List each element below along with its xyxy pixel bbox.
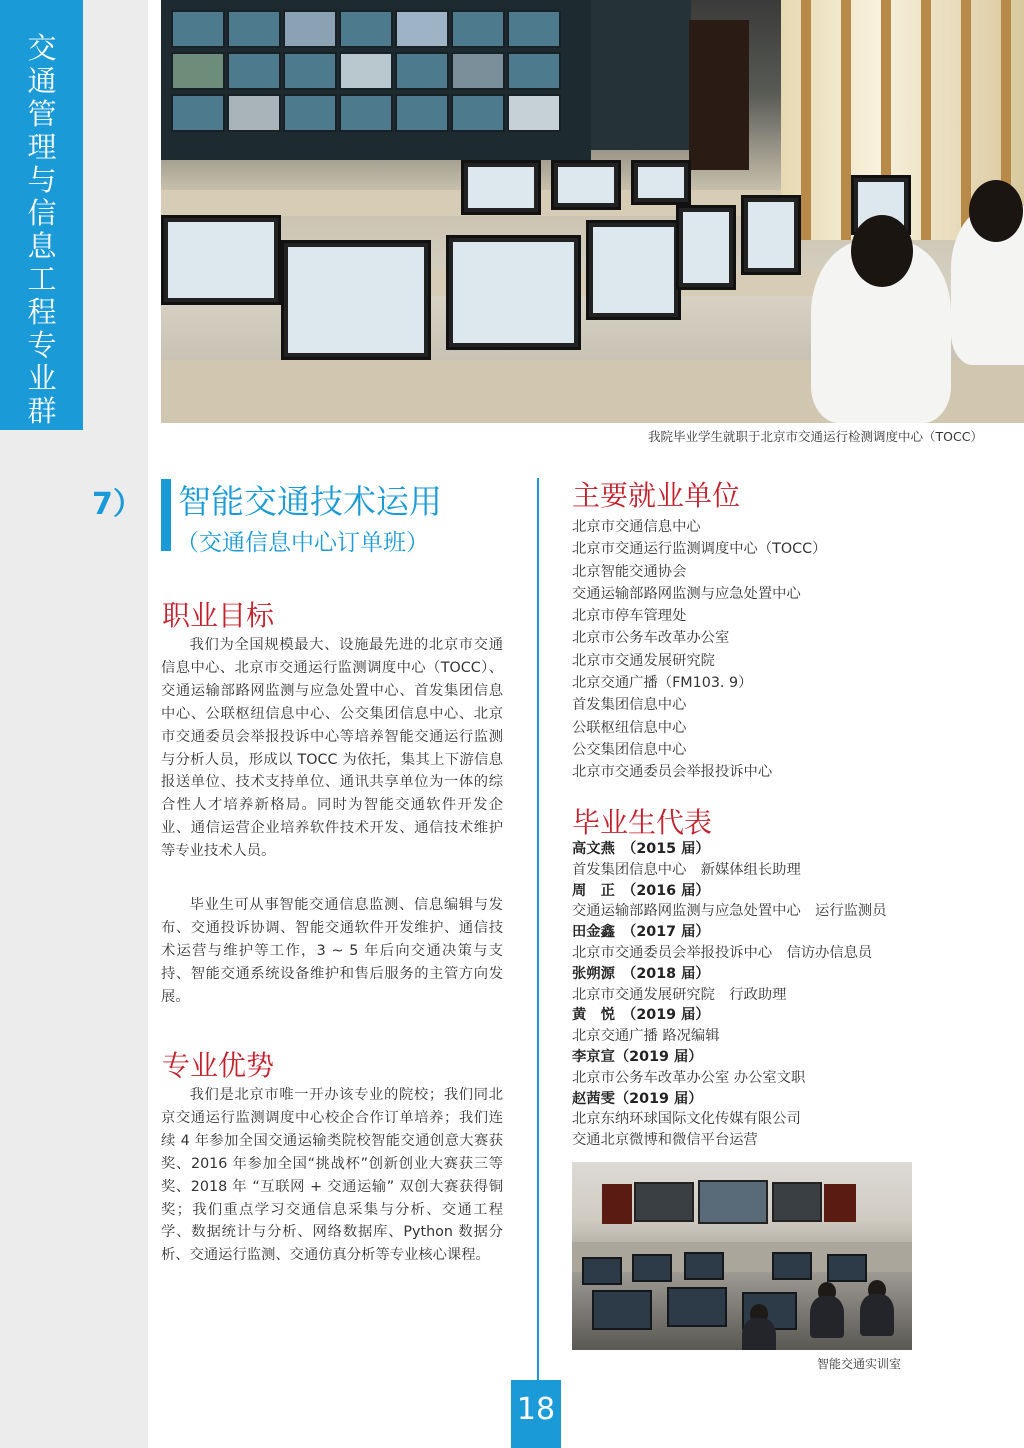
career-goal-paragraph-1: 我们为全国规模最大、设施最先进的北京市交通信息中心、北京市交通运行监测调度中心（TOCC）、交通运输部路网监测与应急处置中心、首发集团信息中心、公联枢纽信息中心、公交集团信息中心、北京市交通委员会举报投诉中心等培养智能交通运行监测与分析人员，形成以 TOCC 为依托，集其上下游信息报送单位、技术支持单位、通讯共享单位为一体的综合性人才培养新格局。同时为智能交通软件开发企业、通信运营企业培养软件技术开发、通信技术维护等专业技术人员。 <box>161 637 503 860</box>
advantage-paragraph: 我们是北京市唯一开办该专业的院校；我们同北京交通运行监测调度中心校企合作订单培养；我们连续 4 年参加全国交通运输类院校智能交通创意大赛获奖、2016 年参加全国“挑战杯”创新创业大赛获三等奖、2018 年 “互联网 + 交通运输” 双创大赛获得铜奖；我们重点学习交通信息采集与分析、交通工程学、数据统计与分析、网络数据库、Python 数据分析、交通运行监测、交通仿真分析等专业核心课程。 <box>161 1087 503 1264</box>
column-divider <box>537 478 539 1380</box>
graduate-role: 首发集团信息中心 新媒体组长助理 <box>572 861 801 878</box>
list-item: 交通运输部路网监测与应急处置中心 <box>572 585 801 602</box>
graduate-name: 高文燕 （2015 届） <box>572 841 710 857</box>
graduate-name: 李京宣（2019 届） <box>572 1048 703 1065</box>
graduate-name: 张朔源 （2018 届） <box>572 965 710 982</box>
hero-photo <box>161 0 1024 423</box>
sidebar-tab <box>0 0 83 430</box>
list-item: 公联枢纽信息中心 <box>572 719 687 736</box>
sidebar <box>0 0 148 1448</box>
lab-caption: 智能交通实训室 <box>817 1357 902 1371</box>
page-number-box <box>511 1380 561 1448</box>
career-goal-paragraph-2: 毕业生可从事智能交通信息监测、信息编辑与发布、交通投诉协调、智能交通软件开发维护、通信技术运营与维护等工作，3 ~ 5 年后向交通决策与支持、智能交通系统设备维护和售后服务的主管方向发展。 <box>161 897 503 1005</box>
list-item: 北京市交通委员会举报投诉中心 <box>572 764 773 781</box>
career-goal-heading: 职业目标 <box>162 599 275 632</box>
list-item: 北京市交通发展研究院 <box>572 652 715 669</box>
hero-caption: 我院毕业学生就职于北京市交通运行检测调度中心（TOCC） <box>648 429 983 444</box>
graduate-name: 黄 悦 （2019 届） <box>572 1007 710 1024</box>
graduate-name: 田金鑫 （2017 届） <box>572 924 710 941</box>
graduate-role: 北京市交通委员会举报投诉中心 信访办信息员 <box>572 944 873 961</box>
video-wall <box>161 0 591 160</box>
graduate-role: 交通运输部路网监测与应急处置中心 运行监测员 <box>572 903 887 920</box>
list-item: 北京市停车管理处 <box>572 608 687 625</box>
page-number: 18 <box>516 1392 556 1427</box>
list-item: 北京市公务车改革办公室 <box>572 630 730 647</box>
lab-photo <box>572 1162 912 1350</box>
section-subtitle: （交通信息中心订单班） <box>176 530 429 556</box>
title-accent-bar <box>161 479 171 551</box>
list-item: 北京市交通运行监测调度中心（TOCC） <box>572 541 827 558</box>
graduate-role: 北京交通广播 路况编辑 <box>572 1028 720 1045</box>
graduate-role: 北京市交通发展研究院 行政助理 <box>572 986 787 1003</box>
list-item: 北京交通广播（FM103. 9） <box>572 675 753 692</box>
list-item: 北京市交通信息中心 <box>572 519 701 535</box>
graduates-heading: 毕业生代表 <box>572 806 713 839</box>
graduate-role: 北京东纳环球国际文化传媒有限公司 交通北京微博和微信平台运营 <box>572 1111 801 1149</box>
employer-list <box>572 516 1012 784</box>
list-item: 公交集团信息中心 <box>572 741 687 758</box>
sidebar-title: 交通管理与信息工程专业群 <box>27 31 57 428</box>
advantage-heading: 专业优势 <box>162 1049 275 1082</box>
graduate-list <box>572 839 1012 1151</box>
section-title: 智能交通技术运用 <box>178 482 442 521</box>
graduate-role: 北京市公务车改革办公室 办公室文职 <box>572 1069 806 1086</box>
employers-heading: 主要就业单位 <box>572 479 741 512</box>
list-item: 北京智能交通协会 <box>572 563 687 580</box>
graduate-name: 赵茜雯（2019 届） <box>572 1090 703 1107</box>
graduate-name: 周 正 （2016 届） <box>572 882 710 899</box>
section-number: 7） <box>92 487 143 522</box>
red-led-board <box>689 20 749 170</box>
list-item: 首发集团信息中心 <box>572 697 687 714</box>
